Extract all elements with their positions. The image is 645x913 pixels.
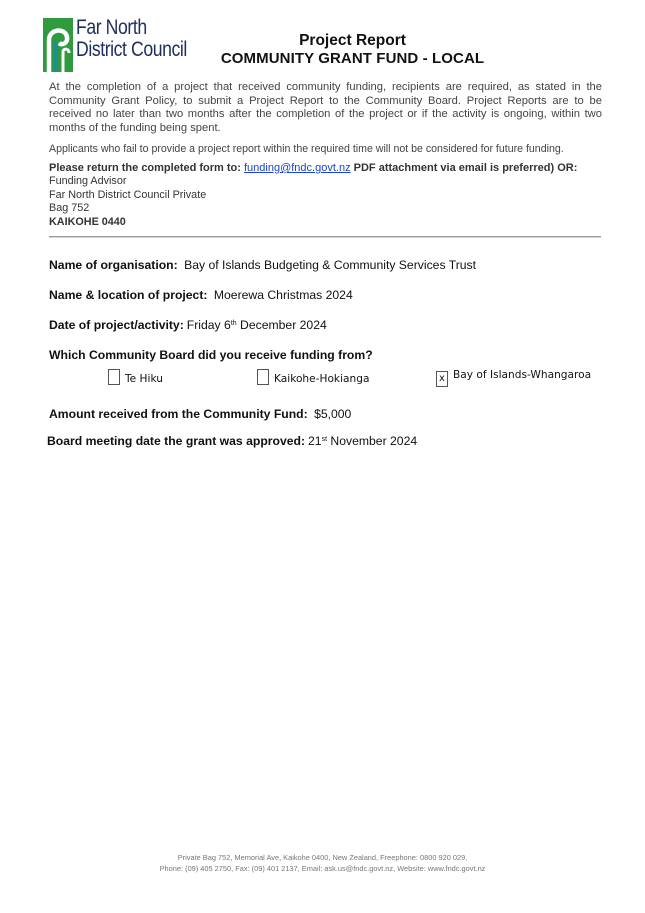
report-subtitle: COMMUNITY GRANT FUND - LOCAL	[220, 50, 485, 67]
kaikohe-hokianga-checkbox[interactable]	[257, 369, 269, 385]
footer-line-2: Phone: (09) 405 2750, Fax: (09) 401 2137, Email: ask.us@fndc.govt.nz, Website: www.fndc.govt.nz	[159, 864, 486, 873]
board-option-bay-of-islands[interactable]	[436, 369, 591, 387]
te-hiku-checkbox[interactable]	[108, 369, 120, 385]
amount-value[interactable]: $5,000	[314, 407, 352, 421]
return-instructions	[49, 162, 602, 176]
organisation-field	[49, 258, 476, 272]
date-value[interactable]: Friday 6th December 2024	[186, 318, 327, 332]
council-name: Far North District Council	[76, 16, 187, 61]
te-hiku-label: Te Hiku	[125, 373, 163, 385]
board-option-te-hiku[interactable]	[108, 369, 163, 385]
organisation-label: Name of organisation:	[49, 258, 178, 272]
project-field	[49, 288, 353, 302]
return-prefix: Please return the completed form to:	[49, 162, 241, 174]
bay-of-islands-label: Bay of Islands-Whangaroa	[453, 369, 592, 381]
council-emblem-icon	[43, 18, 73, 72]
amount-field	[49, 407, 351, 421]
warning-text: Applicants who fail to provide a project report within the required time will not be considered for future funding.	[49, 143, 564, 155]
bay-of-islands-checkbox[interactable]: x	[436, 371, 448, 387]
project-value[interactable]: Moerewa Christmas 2024	[213, 288, 353, 302]
return-suffix: PDF attachment via email is preferred) OR:	[353, 162, 578, 174]
council-logo	[43, 18, 213, 72]
project-label: Name & location of project:	[49, 288, 208, 302]
kaikohe-hokianga-label: Kaikohe-Hokianga	[274, 373, 370, 385]
footer-line-1: Private Bag 752, Memorial Ave, Kaikohe 0400, New Zealand, Freephone: 0800 920 029,	[177, 853, 468, 862]
funding-email-link[interactable]: funding@fndc.govt.nz	[244, 162, 351, 174]
date-field	[49, 318, 327, 332]
board-question: Which Community Board did you receive funding from?	[49, 348, 373, 362]
organisation-value[interactable]: Bay of Islands Budgeting & Community Services Trust	[184, 258, 477, 272]
amount-label: Amount received from the Community Fund:	[49, 407, 308, 421]
approval-value[interactable]: 21st November 2024	[308, 434, 418, 448]
approval-label: Board meeting date the grant was approved:	[47, 434, 306, 448]
section-divider	[49, 236, 601, 238]
report-title: Project Report	[299, 32, 406, 49]
board-option-kaikohe-hokianga[interactable]	[257, 369, 369, 385]
intro-paragraph: At the completion of a project that received community funding, recipients are required, as stated in the Community Grant Policy, to submit a Project Report to the Community Board. Project Reports are to be received no later than two months after the completion of the project or if the activity is ongoing, within two months of the funding being spent.	[49, 81, 602, 134]
date-label: Date of project/activity:	[49, 318, 184, 332]
approval-date-field	[47, 434, 417, 448]
postal-address: Funding Advisor Far North District Council Private Bag 752 KAIKOHE 0440	[49, 175, 207, 228]
